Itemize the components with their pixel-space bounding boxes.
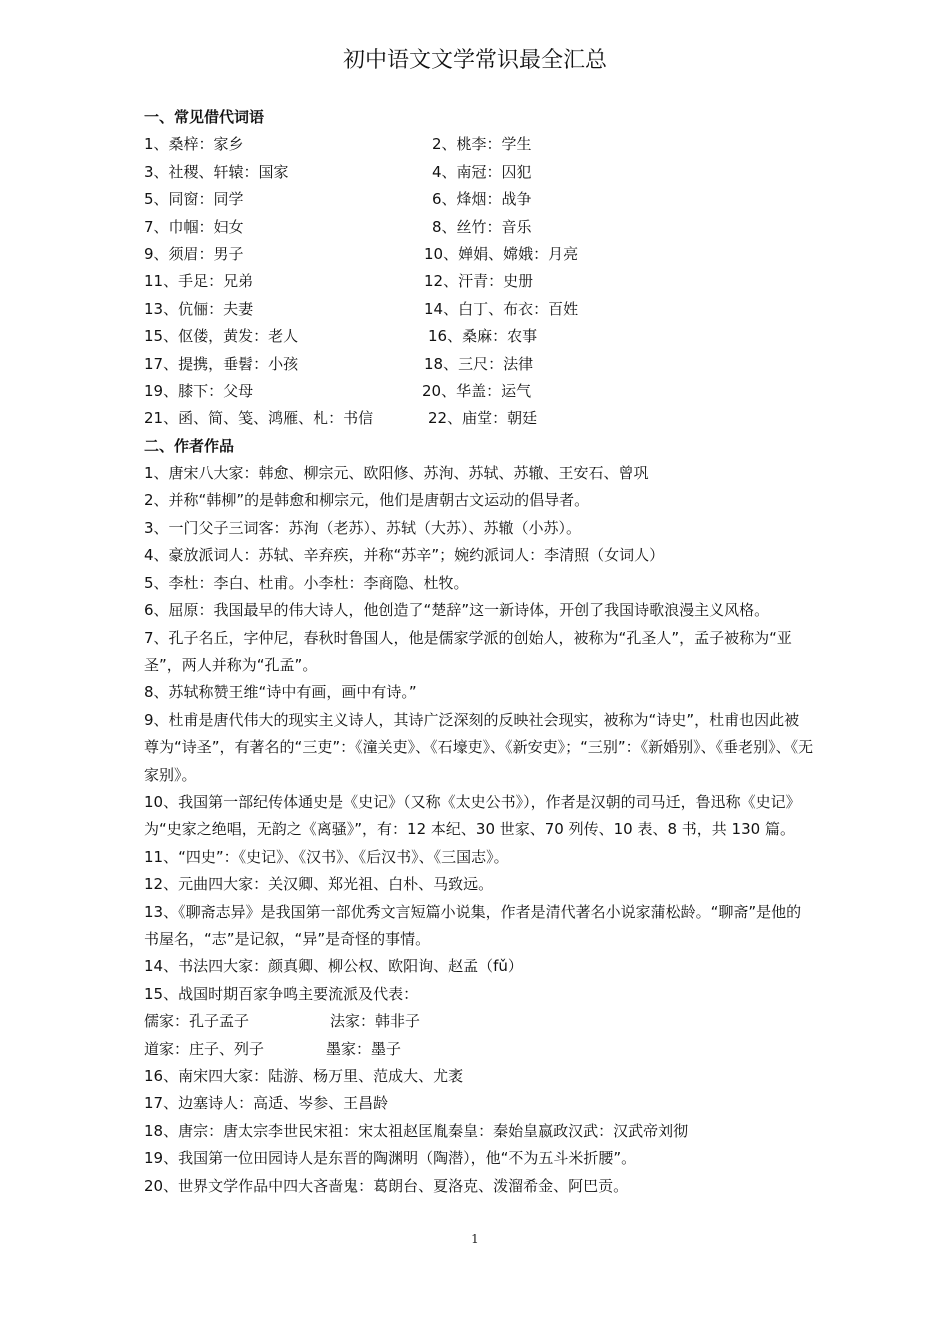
metonym-item: 17、提携，垂髫：小孩: [144, 354, 299, 373]
metonym-item: 1、桑梓：家乡: [144, 135, 244, 154]
metonym-row: [144, 268, 814, 295]
metonym-item: 9、须眉：男子: [144, 244, 244, 263]
metonym-item: 13、伉俪：夫妻: [144, 299, 254, 318]
school-item: 儒家：孔子孟子: [144, 1012, 250, 1031]
metonym-item: 7、巾帼：妇女: [144, 217, 244, 236]
school-row: [144, 1008, 814, 1035]
list-item: 20、世界文学作品中四大吝啬鬼：葛朗台、夏洛克、泼溜希金、阿巴贡。: [144, 1176, 629, 1195]
metonym-row: [144, 159, 814, 186]
metonym-row: [144, 351, 814, 378]
list-item: 6、屈原：我国最早的伟大诗人，他创造了“楚辞”这一新诗体，开创了我国诗歌浪漫主义风格。: [144, 601, 770, 620]
list-item: 1、唐宋八大家：韩愈、柳宗元、欧阳修、苏洵、苏轼、苏辙、王安石、曾巩: [144, 464, 649, 483]
metonym-item: 18、三尺：法律: [424, 354, 534, 373]
metonym-item: 4、南冠：囚犯: [432, 162, 532, 181]
metonym-row: [144, 131, 814, 158]
metonym-row: [144, 405, 814, 432]
list-item: 18、唐宗：唐太宗李世民宋祖：宋太祖赵匡胤秦皇：秦始皇嬴政汉武：汉武帝刘彻: [144, 1121, 689, 1140]
section-heading-metonyms: 一、常见借代词语: [144, 108, 265, 126]
metonym-item: 15、伛偻，黄发：老人: [144, 327, 299, 346]
list-item: 14、书法四大家：颜真卿、柳公权、欧阳询、赵孟（fǔ）: [144, 957, 523, 976]
metonym-item: 12、汗青：史册: [424, 272, 534, 291]
school-item: 墨家：墨子: [326, 1039, 402, 1058]
list-item: 11、“四史”：《史记》、《汉书》、《后汉书》、《三国志》。: [144, 847, 509, 866]
list-item: 16、南宋四大家：陆游、杨万里、范成大、尤袤: [144, 1066, 464, 1085]
metonym-item: 16、桑麻：农事: [428, 327, 538, 346]
school-row: [144, 1036, 814, 1063]
list-item: 2、并称“韩柳”的是韩愈和柳宗元，他们是唐朝古文运动的倡导者。: [144, 491, 590, 510]
metonym-list: [144, 131, 814, 432]
metonym-item: 19、膝下：父母: [144, 381, 254, 400]
metonym-row: [144, 241, 814, 268]
metonym-item: 3、社稷、轩辕：国家: [144, 162, 289, 181]
metonym-row: [144, 186, 814, 213]
metonym-row: [144, 296, 814, 323]
section-heading-authors-works: 二、作者作品: [144, 436, 235, 455]
list-item: 5、李杜：李白、杜甫。小李杜：李商隐、杜牧。: [144, 573, 469, 592]
page-number: 1: [471, 1232, 479, 1246]
metonym-row: [144, 378, 814, 405]
document-title: 初中语文文学常识最全汇总: [342, 48, 607, 73]
list-item: 3、一门父子三词客：苏洵（老苏）、苏轼（大苏）、苏辙（小苏）。: [144, 518, 582, 537]
metonym-item: 8、丝竹：音乐: [432, 217, 532, 236]
metonym-item: 6、烽烟：战争: [432, 190, 532, 209]
metonym-row: [144, 214, 814, 241]
metonym-row: [144, 323, 814, 350]
list-item: 15、战国时期百家争鸣主要流派及代表：: [144, 984, 419, 1003]
authors-works-list: [144, 460, 814, 1200]
metonym-item: 21、函、简、笺、鸿雁、札：书信: [144, 409, 374, 428]
list-item: 13、《聊斋志异》是我国第一部优秀文言短篇小说集，作者是清代著名小说家蒲松龄。“聊斋”是他的书屋名，“志”是记叙，“异”是奇怪的事情。: [144, 902, 802, 948]
metonym-item: 5、同窗：同学: [144, 190, 244, 209]
metonym-item: 20、华盖：运气: [422, 381, 532, 400]
list-item: 9、杜甫是唐代伟大的现实主义诗人，其诗广泛深刻的反映社会现实，被称为“诗史”，杜甫也因此被尊为“诗圣”，有著名的“三吏”：《潼关吏》、《石壕吏》、《新安吏》；“三别”：《新婚别》、《垂老别》、《无家别》。: [144, 710, 814, 784]
metonym-item: 11、手足：兄弟: [144, 272, 254, 291]
list-item: 17、边塞诗人：高适、岑参、王昌龄: [144, 1094, 389, 1113]
document-body: [144, 104, 814, 1200]
list-item: 4、豪放派词人：苏轼、辛弃疾，并称“苏辛”；婉约派词人：李清照（女词人）: [144, 546, 665, 565]
metonym-item: 2、桃李：学生: [432, 135, 532, 154]
metonym-item: 14、白丁、布衣：百姓: [424, 299, 579, 318]
list-item: 7、孔子名丘，字仲尼，春秋时鲁国人，他是儒家学派的创始人，被称为“孔圣人”，孟子被称为“亚圣”，两人并称为“孔孟”。: [144, 628, 792, 674]
list-item: 12、元曲四大家：关汉卿、郑光祖、白朴、马致远。: [144, 875, 494, 894]
metonym-item: 22、庙堂：朝廷: [428, 409, 538, 428]
list-item: 10、我国第一部纪传体通史是《史记》（又称《太史公书》），作者是汉朝的司马迁，鲁迅称《史记》为“史家之绝唱，无韵之《离骚》”，有：12 本纪、30 世家、70 列传、10 表、8 书，共 130 篇。: [144, 792, 801, 839]
metonym-item: 10、婵娟、嫦娥：月亮: [424, 244, 579, 263]
list-item: 8、苏轼称赞王维“诗中有画，画中有诗。”: [144, 683, 417, 702]
school-item: 道家：庄子、列子: [144, 1039, 265, 1058]
school-item: 法家：韩非子: [330, 1012, 421, 1031]
list-item: 19、我国第一位田园诗人是东晋的陶渊明（陶潜），他“不为五斗米折腰”。: [144, 1149, 637, 1168]
